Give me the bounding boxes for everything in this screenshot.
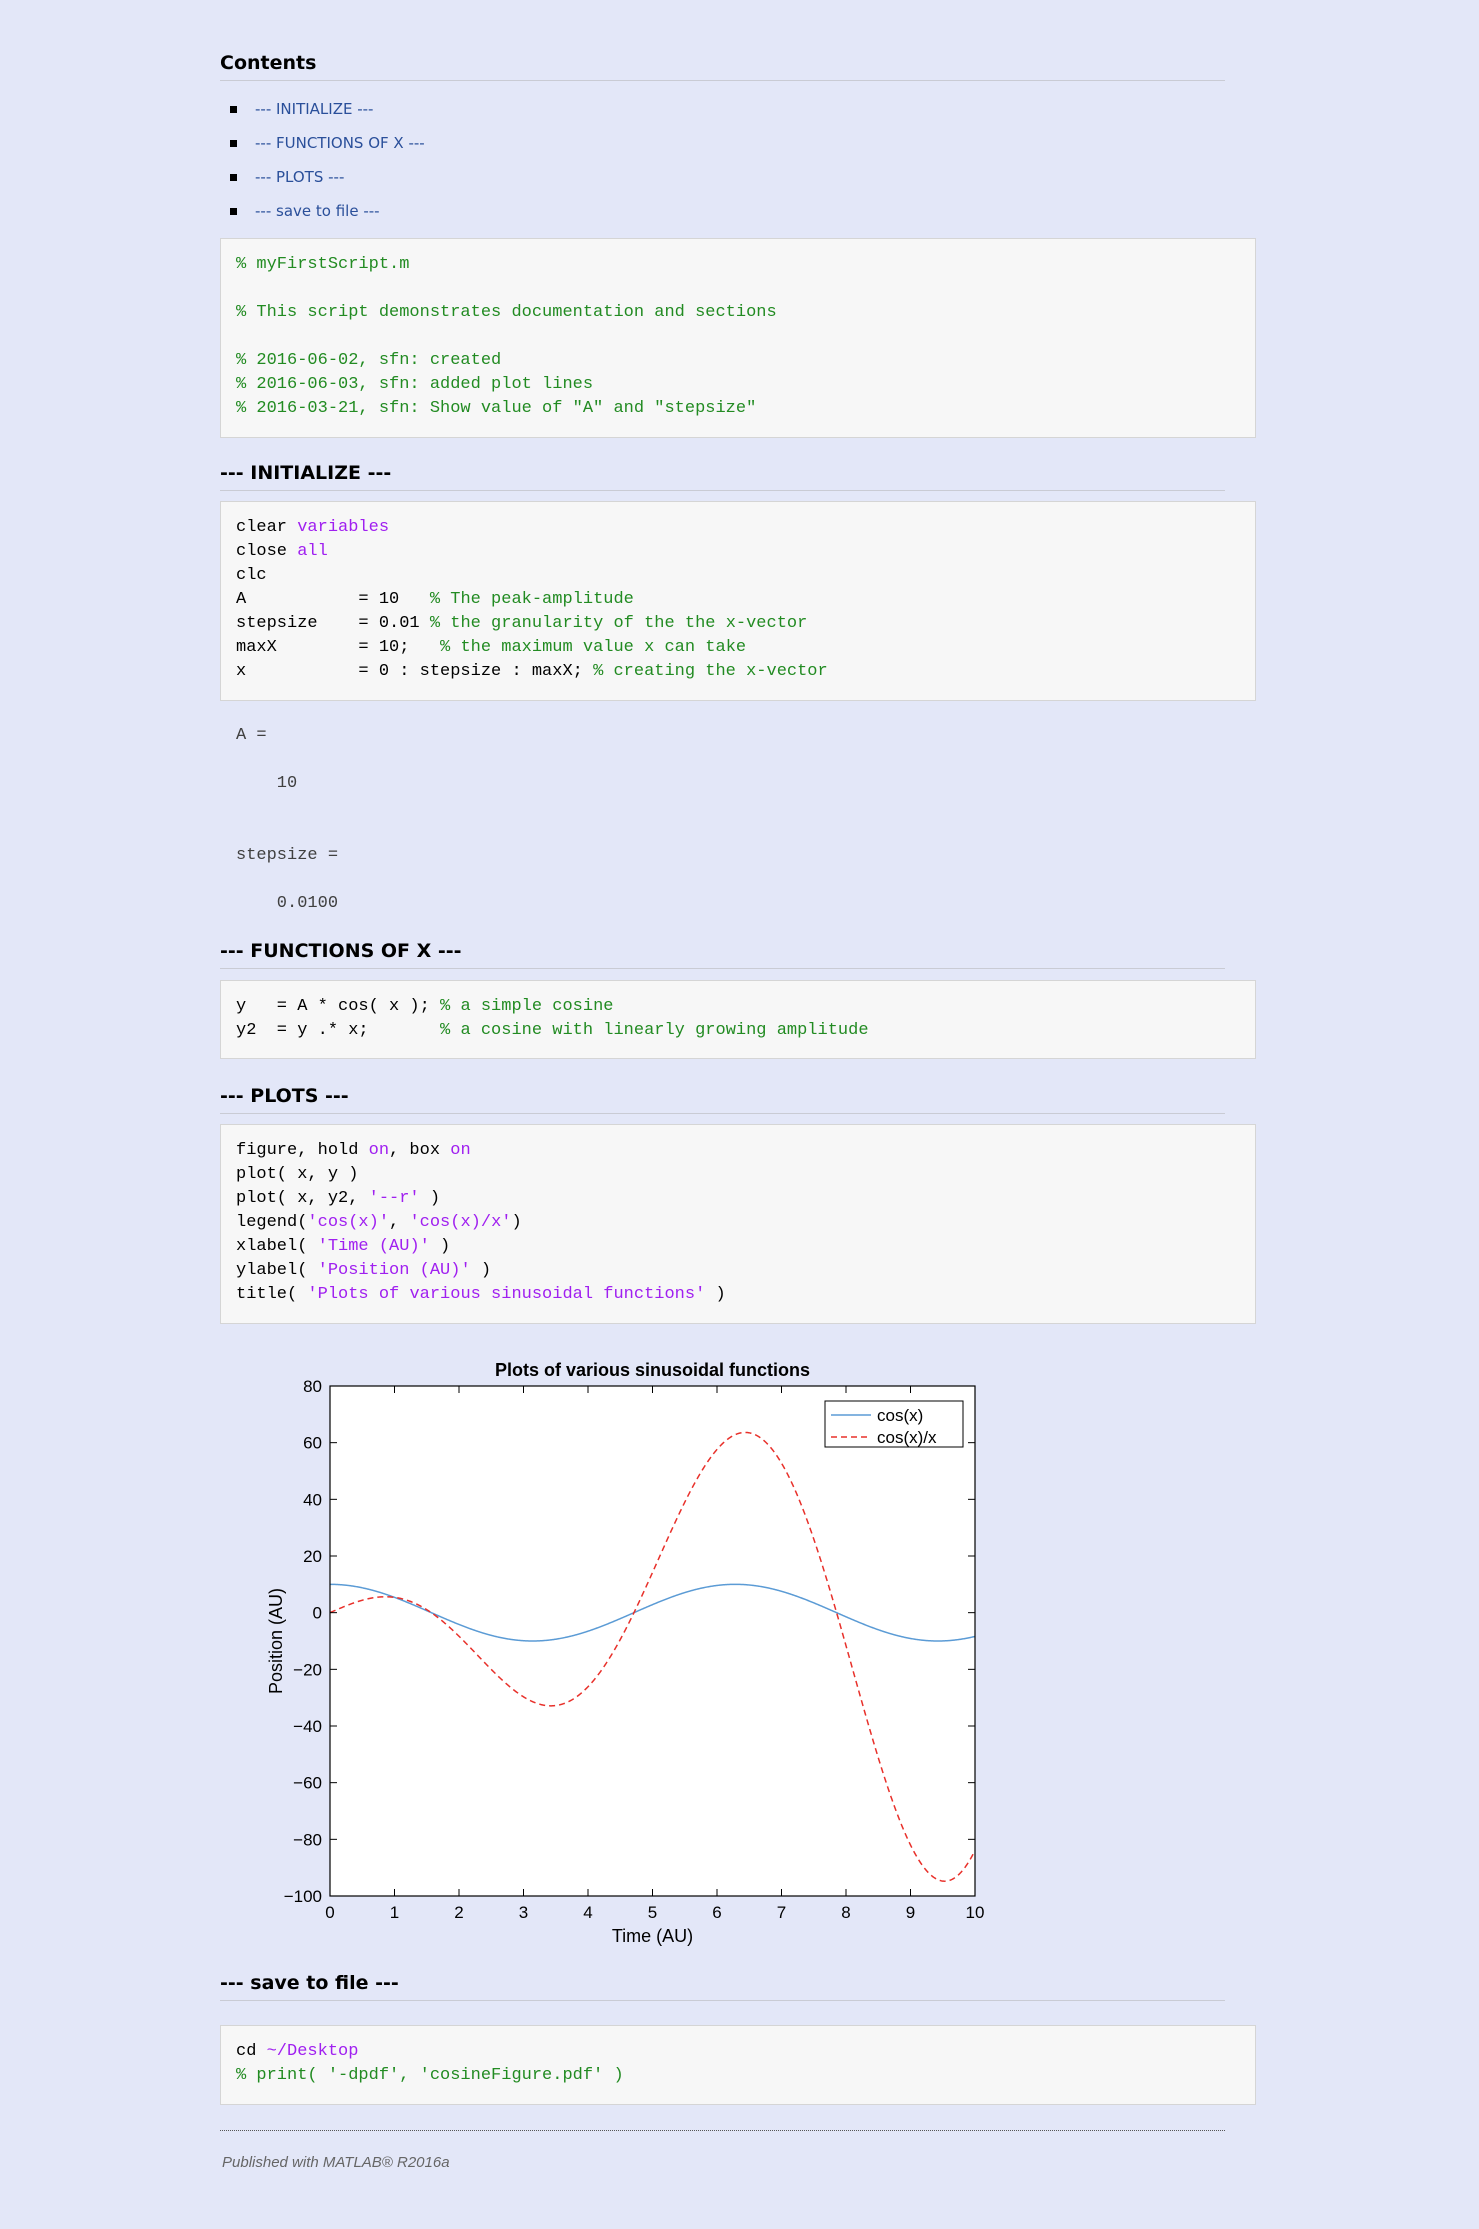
code-text: clear [236, 518, 298, 537]
y-tick-label: 60 [303, 1433, 322, 1453]
code-text: y = A * cos( x ); [236, 997, 441, 1016]
code-text: title( [236, 1285, 308, 1304]
output-line: A = [236, 726, 267, 745]
code-text: plot( x, y ) [236, 1165, 359, 1184]
toc-link-save[interactable]: --- save to file --- [255, 202, 380, 220]
toc-item[interactable] [230, 194, 425, 228]
legend-entry: cos(x) [877, 1406, 924, 1425]
sinusoidal-chart [250, 1350, 1010, 1960]
section-heading-save: --- save to file --- [220, 1972, 1225, 2001]
code-text: ) [470, 1261, 492, 1280]
footer-divider [220, 2130, 1225, 2131]
code-text: stepsize = 0.01 [236, 614, 430, 633]
y-axis-label: Position (AU) [266, 1587, 286, 1695]
code-text: ) [511, 1213, 522, 1232]
code-comment: % print( '-dpdf', 'cosineFigure.pdf' ) [236, 2066, 624, 2085]
code-comment: % creating the x-vector [593, 662, 828, 681]
code-text: A = 10 [236, 590, 430, 609]
code-text: maxX = 10; [236, 638, 441, 657]
code-string: on [368, 1141, 390, 1160]
table-of-contents [230, 92, 425, 228]
toc-item[interactable] [230, 126, 425, 160]
code-comment: % a cosine with linearly growing amplitude [440, 1021, 869, 1040]
toc-item[interactable] [230, 92, 425, 126]
x-tick-label: 2 [454, 1903, 464, 1922]
code-text: xlabel( [236, 1237, 318, 1256]
code-line: % 2016-06-03, sfn: added plot lines [236, 375, 594, 394]
code-string: '--r' [368, 1189, 420, 1208]
code-string: 'cos(x)/x' [409, 1213, 512, 1232]
code-string: 'Time (AU)' [317, 1237, 430, 1256]
code-comment: % the granularity of the the x-vector [429, 614, 808, 633]
code-text: legend( [236, 1213, 308, 1232]
x-tick-label: 8 [841, 1903, 851, 1922]
code-text: , box [389, 1141, 451, 1160]
code-line: % 2016-06-02, sfn: created [236, 351, 502, 370]
y-tick-label: 80 [303, 1377, 322, 1396]
initialize-code-block [220, 501, 1256, 701]
x-tick-label: 5 [647, 1903, 658, 1922]
y-tick-label: −40 [293, 1717, 322, 1736]
code-string: on [450, 1141, 471, 1160]
y-tick-label: −60 [293, 1773, 322, 1793]
chart-title: Plots of various sinusoidal functions [494, 1360, 811, 1380]
plot-area [330, 1386, 975, 1896]
y-tick-label: 20 [303, 1547, 322, 1566]
x-tick-label: 3 [518, 1903, 529, 1922]
code-line: % 2016-03-21, sfn: Show value of "A" and "stepsize" [236, 399, 757, 418]
x-tick-label: 10 [965, 1903, 985, 1922]
plots-code-block [220, 1124, 1256, 1324]
output-line: 10 [236, 774, 298, 793]
code-string: 'Position (AU)' [317, 1261, 471, 1280]
x-tick-label: 0 [325, 1903, 335, 1922]
code-string: 'Plots of various sinusoidal functions' [307, 1285, 706, 1304]
code-text: ) [705, 1285, 726, 1304]
x-tick-label: 9 [905, 1903, 916, 1922]
toc-link-plots[interactable]: --- PLOTS --- [255, 168, 345, 186]
legend-entry: cos(x)/x [877, 1428, 937, 1447]
output-line: stepsize = [236, 846, 339, 865]
code-keyword: all [297, 542, 328, 561]
publish-footer: Published with MATLAB® R2016a [222, 2154, 450, 2171]
code-text: cd [236, 2042, 267, 2061]
code-string: 'cos(x)' [307, 1213, 390, 1232]
code-comment: % a simple cosine [440, 997, 614, 1016]
code-text: , [389, 1213, 410, 1232]
y-tick-label: −80 [293, 1830, 322, 1850]
x-tick-label: 7 [776, 1903, 787, 1922]
code-comment: % the maximum value x can take [440, 638, 747, 657]
y-tick-label: −100 [283, 1887, 322, 1906]
code-line: % myFirstScript.m [236, 255, 410, 274]
x-tick-label: 4 [583, 1903, 593, 1922]
code-text: y2 = y .* x; [236, 1021, 441, 1040]
functions-code-block [220, 980, 1256, 1059]
contents-heading: Contents [220, 52, 1225, 81]
code-text: ylabel( [236, 1261, 318, 1280]
bullet-icon [230, 174, 237, 181]
code-text: ) [429, 1237, 451, 1256]
code-text: close [236, 542, 298, 561]
toc-item[interactable] [230, 160, 425, 194]
bullet-icon [230, 106, 237, 113]
initialize-output [236, 724, 338, 916]
save-code-block [220, 2025, 1256, 2105]
code-text: figure, hold [236, 1141, 369, 1160]
bullet-icon [230, 140, 237, 147]
x-tick-label: 1 [389, 1903, 400, 1922]
section-heading-plots: --- PLOTS --- [220, 1085, 1225, 1114]
code-keyword: variables [297, 518, 390, 537]
output-line: 0.0100 [236, 894, 339, 913]
y-tick-label: 40 [303, 1490, 322, 1510]
code-string: ~/Desktop [266, 2042, 359, 2061]
toc-link-functions[interactable]: --- FUNCTIONS OF X --- [255, 134, 425, 152]
y-tick-label: 0 [312, 1603, 322, 1623]
code-text: plot( x, y2, [236, 1189, 369, 1208]
toc-link-initialize[interactable]: --- INITIALIZE --- [255, 100, 374, 118]
code-text: ) [419, 1189, 441, 1208]
code-text: clc [236, 566, 267, 585]
code-comment: % The peak-amplitude [429, 590, 634, 609]
section-heading-initialize: --- INITIALIZE --- [220, 462, 1225, 491]
x-axis-label: Time (AU) [611, 1926, 694, 1946]
y-tick-label: −20 [293, 1660, 322, 1680]
code-text: x = 0 : stepsize : maxX; [236, 662, 594, 681]
x-tick-label: 6 [712, 1903, 722, 1922]
bullet-icon [230, 208, 237, 215]
header-code-block [220, 238, 1256, 438]
code-line: % This script demonstrates documentation and sections [236, 303, 777, 322]
section-heading-functions: --- FUNCTIONS OF X --- [220, 940, 1225, 969]
